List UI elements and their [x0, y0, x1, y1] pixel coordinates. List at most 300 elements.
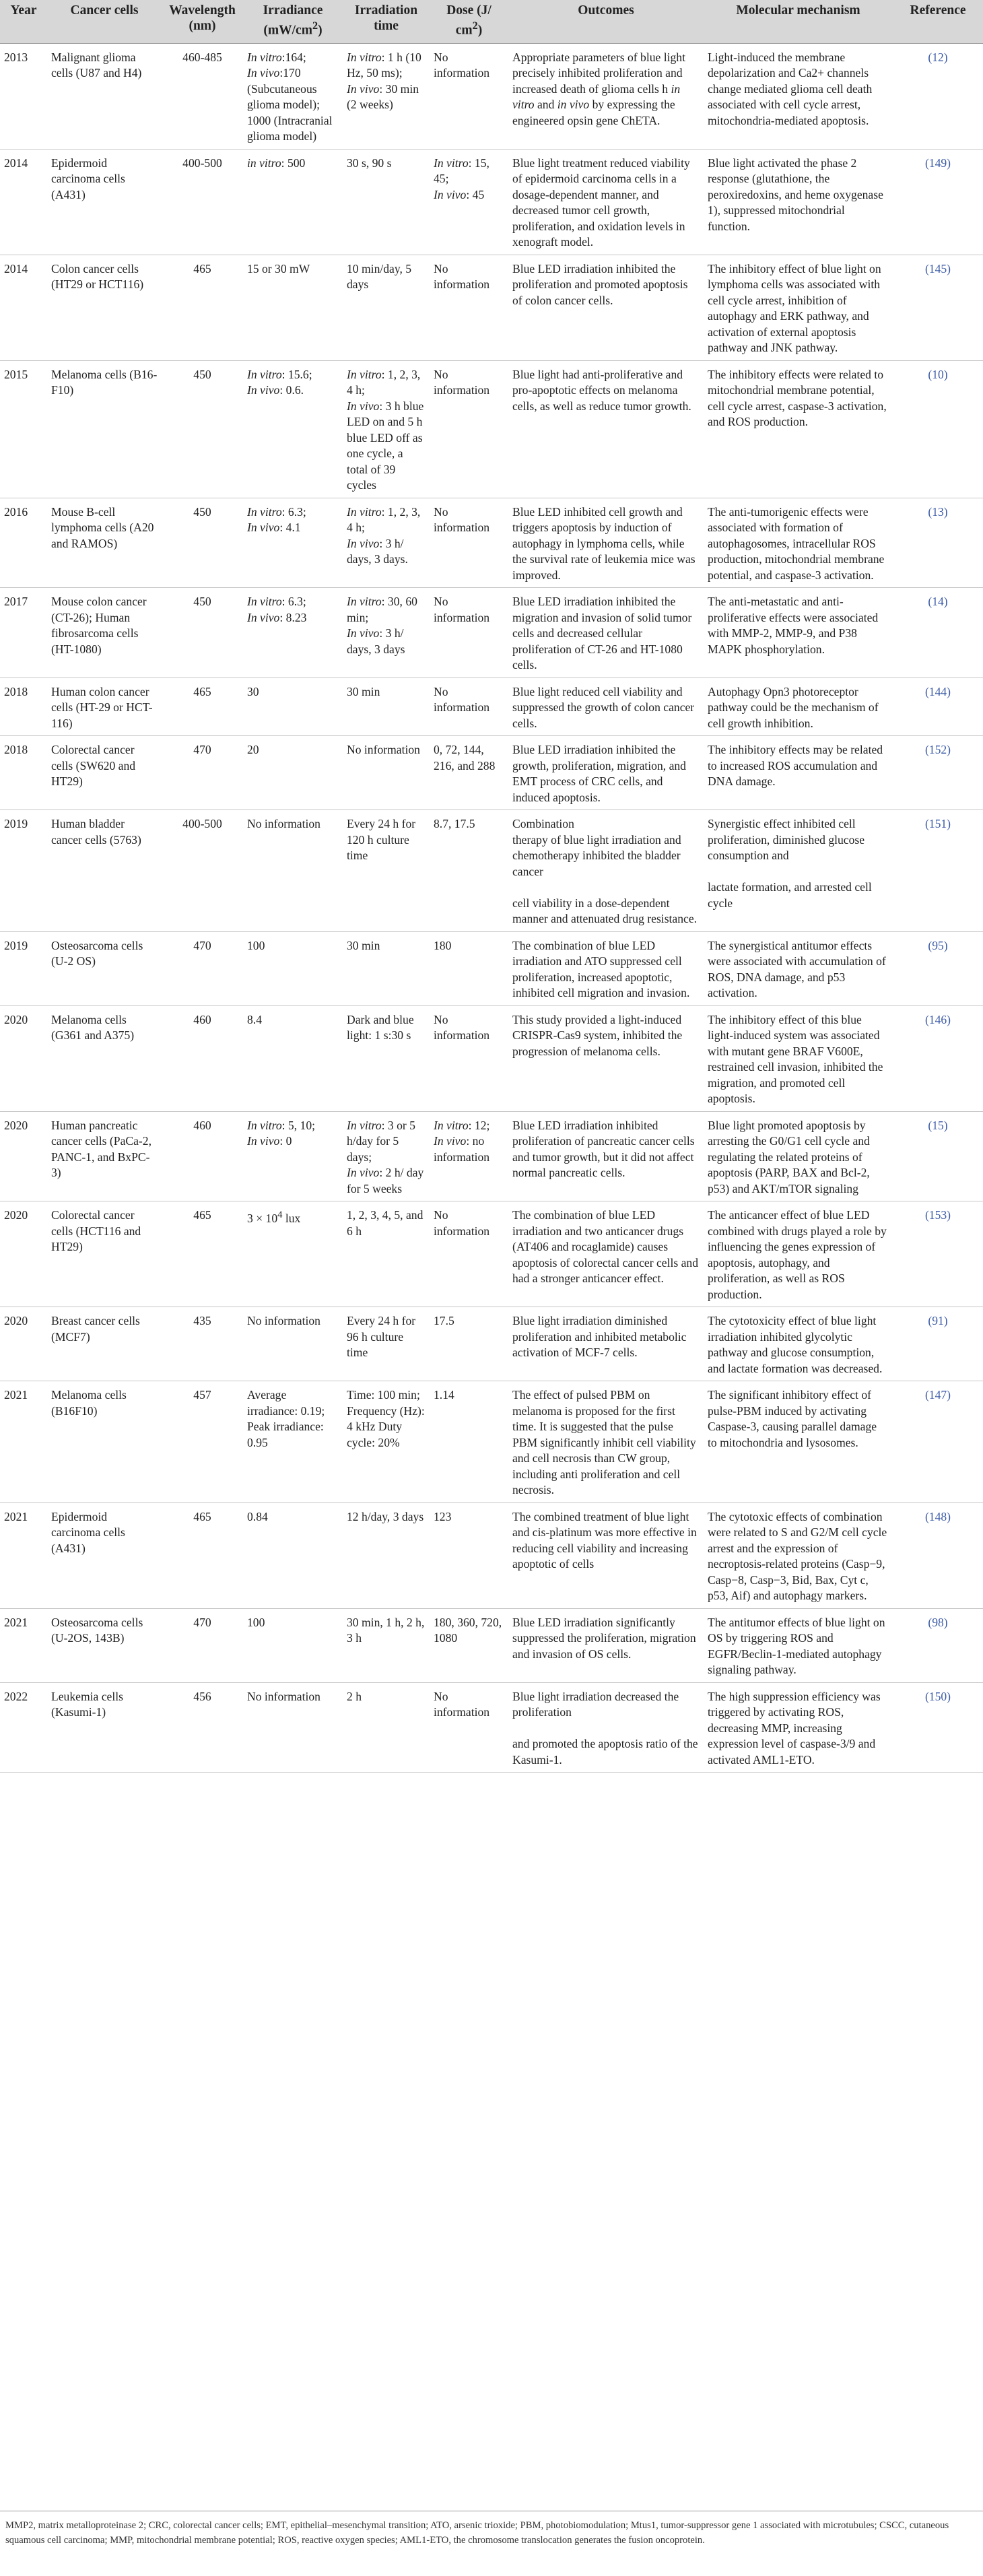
cell-irradiation-time-segment: No information — [347, 743, 420, 756]
cell-irradiation-time-segment: 30 min — [347, 684, 380, 698]
cell-wavelength: 470 — [162, 1608, 243, 1682]
cell-outcomes-segment: Blue LED irradiation inhibited the migration and invasion of solid tumor cells and decreased cellular proliferation of CT-26 and HT-1080 cells. — [512, 595, 692, 671]
cell-cancer-cells: Mouse colon cancer (CT-26); Human fibrosarcoma cells (HT-1080) — [47, 588, 162, 678]
irradiance-header-sup: 2 — [312, 20, 318, 32]
cell-irradiation-time-segment: In vivo — [347, 81, 380, 96]
cell-irradiation-time-segment: : 1 h (10 Hz, 50 ms); — [347, 50, 421, 79]
cell-outcomes-segment: Blue light irradiation diminished proliferation and inhibited metabolic activation of MCF-7 cells. — [512, 1314, 687, 1359]
cell-dose-segment: No information — [434, 1012, 490, 1042]
cell-irradiance — [243, 588, 343, 678]
cell-irradiation-time-segment: In vitro — [347, 50, 382, 64]
cell-irradiance-segment: In vivo — [247, 383, 280, 397]
cell-irradiation-time-segment: In vivo — [347, 399, 380, 413]
cell-irradiation-time-segment: Every 24 h for 120 h culture time — [347, 817, 416, 862]
cell-reference — [893, 678, 983, 736]
cell-wavelength: 400-500 — [162, 149, 243, 255]
cell-dose — [430, 43, 508, 149]
cell-irradiation-time — [343, 1005, 430, 1111]
cell-wavelength: 456 — [162, 1682, 243, 1773]
cell-irradiance-segment: In vivo — [247, 610, 280, 624]
dose-header-end: ) — [477, 23, 483, 38]
cell-dose — [430, 255, 508, 360]
cell-cancer-cells: Epidermoid carcinoma cells (A431) — [47, 149, 162, 255]
cell-dose-segment: No information — [434, 595, 490, 624]
cell-outcomes-segment: The combination of blue LED irradiation and ATO suppressed cell proliferation, increased apoptotic, inhibited cell migration and invasion. — [512, 938, 690, 999]
cell-dose-segment: In vitro — [434, 156, 469, 170]
table-row — [0, 149, 983, 255]
cell-outcomes-segment: Blue light irradiation decreased the proliferation and promoted the apoptosis ratio of the Kasumi-1. — [512, 1689, 698, 1766]
cell-outcomes-segment: Blue LED irradiation inhibited the proliferation and promoted apoptosis of colon cancer cells. — [512, 261, 688, 307]
cell-irradiation-time-segment: In vivo — [347, 536, 380, 550]
table-row — [0, 498, 983, 588]
cell-outcomes — [508, 1608, 704, 1682]
cell-outcomes-segment: Blue LED irradiation significantly suppressed the proliferation, migration and invasion of OS cells. — [512, 1615, 696, 1661]
cell-reference — [893, 810, 983, 932]
col-header-cancer-cells: Cancer cells — [47, 0, 162, 43]
cell-irradiance-segment: 100 — [247, 938, 265, 952]
cell-irradiation-time-segment: 12 h/day, 3 days — [347, 1509, 424, 1523]
cell-irradiation-time-segment: : 3 or 5 h/day for 5 days; — [347, 1118, 415, 1164]
cell-irradiance — [243, 678, 343, 736]
cell-irradiance-segment: lux — [282, 1211, 301, 1225]
cell-irradiance — [243, 498, 343, 588]
reference-link[interactable]: (13) — [928, 504, 948, 519]
cell-outcomes-segment: Blue LED irradiation inhibited the growth, proliferation, migration, and EMT process of CRC cells, and induced apoptosis. — [512, 743, 686, 804]
cell-irradiance-segment: 100 — [247, 1615, 265, 1629]
cell-year: 2021 — [0, 1381, 47, 1503]
cell-irradiation-time — [343, 498, 430, 588]
cell-irradiance-segment: : 0.6. — [279, 383, 304, 397]
col-header-year: Year — [0, 0, 47, 43]
cell-irradiance — [243, 931, 343, 1005]
cell-dose-segment: : 45 — [466, 187, 485, 201]
col-header-irradiation-time: Irradiation time — [343, 0, 430, 43]
cell-year: 2020 — [0, 1111, 47, 1201]
cell-reference — [893, 498, 983, 588]
cell-irradiation-time — [343, 736, 430, 810]
col-header-dose — [430, 0, 508, 43]
cell-year: 2018 — [0, 736, 47, 810]
cell-dose-segment: No information — [434, 1689, 490, 1719]
dose-header-text: Dose (J/ cm — [446, 3, 492, 38]
cell-dose-segment: 1.14 — [434, 1388, 454, 1401]
cell-molecular-mechanism: The significant inhibitory effect of pulse-PBM induced by activating Caspase-3, causing parallel damage to mitochondria and lysosomes. — [704, 1381, 893, 1503]
cell-irradiation-time — [343, 810, 430, 932]
cell-irradiation-time-segment: 30 min — [347, 938, 380, 952]
cell-irradiation-time-segment: 30 min, 1 h, 2 h, 3 h — [347, 1615, 425, 1645]
cell-year: 2021 — [0, 1502, 47, 1608]
cell-dose-segment: 0, 72, 144, 216, and 288 — [434, 743, 496, 772]
cell-irradiance-segment: 30 — [247, 684, 259, 698]
cell-reference — [893, 1682, 983, 1773]
reference-link[interactable]: (145) — [924, 261, 951, 275]
cell-irradiation-time-segment: : 3 h/ days, 3 days. — [347, 536, 408, 566]
reference-link[interactable]: (152) — [924, 743, 951, 756]
cell-outcomes — [508, 931, 704, 1005]
cell-outcomes — [508, 149, 704, 255]
cell-irradiance-segment: In vitro — [247, 50, 282, 64]
cell-irradiance-segment: in vitro — [247, 156, 281, 170]
cell-irradiance — [243, 149, 343, 255]
cell-dose-segment: 17.5 — [434, 1314, 454, 1327]
cell-irradiation-time — [343, 43, 430, 149]
cell-reference — [893, 1608, 983, 1682]
cell-irradiance-segment: In vitro — [247, 1118, 282, 1132]
cell-irradiation-time-segment: In vitro — [347, 1118, 382, 1132]
cell-cancer-cells: Colorectal cancer cells (HCT116 and HT29) — [47, 1201, 162, 1307]
cell-molecular-mechanism: The inhibitory effect of blue light on lymphoma cells was associated with cell cycle arrest, inhibition of autophagy and ERK pathway, and activation of external apoptosis pathway and JNK pathway. — [704, 255, 893, 360]
cell-outcomes-segment: Blue light reduced cell viability and suppressed the growth of colon cancer cells. — [512, 684, 695, 730]
cell-outcomes-segment: The combination of blue LED irradiation and two anticancer drugs (AT406 and rocaglamide) causes apoptosis of colorectal cancer cells and had a stronger anticancer effect. — [512, 1208, 699, 1285]
cell-dose — [430, 1201, 508, 1307]
cell-cancer-cells: Osteosarcoma cells (U-2 OS) — [47, 931, 162, 1005]
col-header-molecular-mechanism: Molecular mechanism — [704, 0, 893, 43]
reference-link[interactable]: (149) — [924, 156, 951, 170]
cell-dose — [430, 1307, 508, 1381]
cell-irradiance — [243, 1307, 343, 1381]
table-row — [0, 1502, 983, 1608]
cell-molecular-mechanism: Blue light activated the phase 2 response (glutathione, the peroxiredoxins, and heme oxygenase 1), suppressed mitochondrial function. — [704, 149, 893, 255]
cell-outcomes — [508, 1111, 704, 1201]
table-row — [0, 255, 983, 360]
cell-irradiance-segment: : 500 — [281, 156, 306, 170]
cell-cancer-cells: Mouse B-cell lymphoma cells (A20 and RAMOS) — [47, 498, 162, 588]
cell-irradiance-segment: 20 — [247, 743, 259, 756]
cell-dose — [430, 1502, 508, 1608]
reference-link[interactable]: (151) — [924, 817, 951, 830]
cell-outcomes-segment: Blue light had anti-proliferative and pro-apoptotic effects on melanoma cells, as well as reduce tumor growth. — [512, 367, 691, 413]
cell-outcomes — [508, 1682, 704, 1773]
cell-irradiation-time — [343, 1201, 430, 1307]
cell-molecular-mechanism: Autophagy Opn3 photoreceptor pathway could be the mechanism of cell growth inhibition. — [704, 678, 893, 736]
cell-wavelength: 457 — [162, 1381, 243, 1503]
cell-wavelength: 470 — [162, 931, 243, 1005]
cell-molecular-mechanism: Synergistic effect inhibited cell proliferation, diminished glucose consumption and lactate formation, and arrested cell cycle — [704, 810, 893, 932]
cell-wavelength: 450 — [162, 498, 243, 588]
cell-reference — [893, 43, 983, 149]
cell-reference — [893, 1381, 983, 1503]
cell-irradiation-time — [343, 678, 430, 736]
cell-irradiance-segment: 8.4 — [247, 1012, 262, 1026]
cell-wavelength: 465 — [162, 1201, 243, 1307]
table-header-row — [0, 0, 983, 43]
reference-link[interactable]: (146) — [924, 1012, 951, 1026]
cell-outcomes — [508, 360, 704, 498]
cell-irradiation-time — [343, 1111, 430, 1201]
cell-molecular-mechanism: The inhibitory effects may be related to increased ROS accumulation and DNA damage. — [704, 736, 893, 810]
cell-year: 2020 — [0, 1307, 47, 1381]
cell-molecular-mechanism: The antitumor effects of blue light on OS by triggering ROS and EGFR/Beclin-1-mediated autophagy signaling pathway. — [704, 1608, 893, 1682]
cell-irradiance-segment: : 0 — [279, 1134, 292, 1148]
cell-irradiance-segment: No information — [247, 1314, 320, 1327]
cell-wavelength: 465 — [162, 255, 243, 360]
cell-irradiation-time — [343, 255, 430, 360]
cell-dose — [430, 1381, 508, 1503]
cell-reference — [893, 255, 983, 360]
cell-irradiation-time-segment: In vivo — [347, 626, 380, 640]
table-row — [0, 1005, 983, 1111]
cell-irradiance — [243, 736, 343, 810]
cell-outcomes-segment: Blue LED irradiation inhibited proliferation of pancreatic cancer cells and tumor growth, but it did not affect normal pancreatic cells. — [512, 1118, 695, 1179]
cell-dose-segment: No information — [434, 367, 490, 397]
reference-link[interactable]: (10) — [928, 367, 948, 381]
cell-wavelength: 435 — [162, 1307, 243, 1381]
cell-dose-segment: 180, 360, 720, 1080 — [434, 1615, 502, 1645]
cell-outcomes-segment: Blue light treatment reduced viability of epidermoid carcinoma cells in a dosage-dependent manner, and decreased tumor cell growth, proliferation, and oxidation levels in xenograft model. — [512, 156, 690, 249]
cell-molecular-mechanism: Light-induced the membrane depolarization and Ca2+ channels change mediated glioma cell death associated with cell cycle arrest, mitochondria-mediated apoptosis. — [704, 43, 893, 149]
cell-wavelength: 460 — [162, 1111, 243, 1201]
reference-link[interactable]: (98) — [928, 1615, 948, 1629]
table-row — [0, 1307, 983, 1381]
cell-wavelength: 400-500 — [162, 810, 243, 932]
cell-irradiance — [243, 1502, 343, 1608]
cell-reference — [893, 360, 983, 498]
cell-outcomes-segment: by expressing the engineered opsin gene ChETA. — [512, 98, 675, 127]
cell-outcomes — [508, 43, 704, 149]
table-row — [0, 810, 983, 932]
cell-year: 2013 — [0, 43, 47, 149]
cell-wavelength: 465 — [162, 1502, 243, 1608]
cell-outcomes — [508, 1381, 704, 1503]
cell-irradiation-time — [343, 149, 430, 255]
cell-cancer-cells: Leukemia cells (Kasumi-1) — [47, 1682, 162, 1773]
cell-dose-segment: In vivo — [434, 187, 467, 201]
reference-link[interactable]: (144) — [924, 684, 951, 698]
cell-wavelength: 465 — [162, 678, 243, 736]
cell-cancer-cells: Melanoma cells (B16F10) — [47, 1381, 162, 1503]
cell-molecular-mechanism: The anti-metastatic and anti-proliferative effects were associated with MMP-2, MMP-9, and P38 MAPK phosphorylation. — [704, 588, 893, 678]
cell-outcomes-segment: This study provided a light-induced CRISPR-Cas9 system, inhibited the progression of melanoma cells. — [512, 1012, 683, 1058]
table-row — [0, 1201, 983, 1307]
cell-dose-segment: : 15, 45; — [434, 156, 489, 185]
cell-cancer-cells: Osteosarcoma cells (U-2OS, 143B) — [47, 1608, 162, 1682]
table-row — [0, 678, 983, 736]
col-header-wavelength: Wavelength (nm) — [162, 0, 243, 43]
cell-cancer-cells: Human pancreatic cancer cells (PaCa-2, PANC-1, and BxPC-3) — [47, 1111, 162, 1201]
cell-irradiance-segment: In vivo — [247, 1134, 280, 1148]
cell-reference — [893, 1307, 983, 1381]
table-row — [0, 43, 983, 149]
cell-dose — [430, 588, 508, 678]
cell-irradiation-time-segment: : 1, 2, 3, 4 h; — [347, 504, 421, 534]
cell-irradiance-segment: 15 or 30 mW — [247, 261, 310, 275]
cell-molecular-mechanism: The inhibitory effects were related to mitochondrial membrane potential, cell cycle arrest, caspase-3 activation, and ROS production. — [704, 360, 893, 498]
cell-cancer-cells: Epidermoid carcinoma cells (A431) — [47, 1502, 162, 1608]
cell-molecular-mechanism: The inhibitory effect of this blue light-induced system was associated with mutant gene BRAF V600E, restrained cell invasion, inhibited the migration, and promoted cell apoptosis. — [704, 1005, 893, 1111]
cell-outcomes — [508, 255, 704, 360]
col-header-outcomes: Outcomes — [508, 0, 704, 43]
cell-wavelength: 470 — [162, 736, 243, 810]
cell-irradiance — [243, 1111, 343, 1201]
cell-irradiance — [243, 1381, 343, 1503]
cell-irradiation-time-segment: Every 24 h for 96 h culture time — [347, 1314, 416, 1359]
cell-irradiation-time-segment: : 1, 2, 3, 4 h; — [347, 367, 421, 397]
cell-outcomes-segment: in vitro — [512, 81, 681, 111]
cell-cancer-cells: Human colon cancer cells (HT-29 or HCT-116) — [47, 678, 162, 736]
cell-irradiation-time-segment: Time: 100 min; Frequency (Hz): 4 kHz Duty cycle: 20% — [347, 1388, 425, 1449]
table-row — [0, 1682, 983, 1773]
cell-dose — [430, 1682, 508, 1773]
reference-link[interactable]: (148) — [924, 1509, 951, 1523]
cell-cancer-cells: Colon cancer cells (HT29 or HCT116) — [47, 255, 162, 360]
cell-irradiance-segment: : 5, 10; — [281, 1118, 316, 1132]
cell-irradiance-segment: :170 (Subcutaneous glioma model); 1000 (Intracranial glioma model) — [247, 66, 333, 143]
cell-dose — [430, 1608, 508, 1682]
cell-outcomes — [508, 1307, 704, 1381]
cell-year: 2018 — [0, 678, 47, 736]
cell-irradiation-time-segment: Dark and blue light: 1 s:30 s — [347, 1012, 414, 1042]
irradiance-header-text: Irradiance (mW/cm — [263, 3, 323, 38]
cell-dose — [430, 360, 508, 498]
cell-irradiation-time-segment: 2 h — [347, 1689, 362, 1703]
cell-irradiance — [243, 1005, 343, 1111]
cell-reference — [893, 1201, 983, 1307]
cell-outcomes — [508, 588, 704, 678]
cell-outcomes — [508, 1201, 704, 1307]
cell-outcomes — [508, 678, 704, 736]
cell-irradiance — [243, 1608, 343, 1682]
reference-link[interactable]: (95) — [928, 938, 948, 952]
table-row — [0, 588, 983, 678]
cell-irradiance-segment: 4 — [277, 1210, 283, 1220]
cell-molecular-mechanism: The anticancer effect of blue LED combined with drugs played a role by influencing the genes expression of apoptosis, autophagy, and proliferation, as well as ROS production. — [704, 1201, 893, 1307]
cell-irradiation-time-segment: 10 min/day, 5 days — [347, 261, 412, 291]
cell-irradiance — [243, 43, 343, 149]
cell-reference — [893, 931, 983, 1005]
cell-irradiance-segment: :164; — [281, 50, 306, 64]
cell-dose — [430, 678, 508, 736]
cell-year: 2022 — [0, 1682, 47, 1773]
cell-irradiation-time-segment: : 30 min (2 weeks) — [347, 81, 419, 111]
cell-dose-segment: : 12; — [468, 1118, 490, 1132]
cell-irradiance-segment: 3 × 10 — [247, 1211, 278, 1225]
cell-irradiation-time — [343, 1682, 430, 1773]
cell-wavelength: 460 — [162, 1005, 243, 1111]
cell-irradiance-segment: In vivo — [247, 66, 280, 79]
cell-irradiation-time-segment: 30 s, 90 s — [347, 156, 392, 170]
cell-irradiation-time — [343, 588, 430, 678]
cell-dose — [430, 810, 508, 932]
cell-outcomes-segment: Combination therapy of blue light irradiation and chemotherapy inhibited the bladder cancer cell viability in a dose-dependent manner and attenuated drug resistance. — [512, 817, 698, 925]
cell-irradiation-time-segment: : 30, 60 min; — [347, 595, 417, 624]
cell-outcomes — [508, 1502, 704, 1608]
cell-irradiance-segment: No information — [247, 1689, 320, 1703]
cell-wavelength: 450 — [162, 588, 243, 678]
cell-cancer-cells: Melanoma cells (G361 and A375) — [47, 1005, 162, 1111]
table-footnote: MMP2, matrix metalloproteinase 2; CRC, colorectal cancer cells; EMT, epithelial–mesenchymal transition; ATO, arsenic trioxide; PBM, photobiomodulation; Mtus1, tumor-suppressor gene 1 associated with microtubules; CSCC, cutaneous squamous cell carcinoma; MMP, mitochondrial membrane potential; ROS, reactive oxygen species; AML1-ETO, the chromosome translocation generates the fusion oncoprotein. — [0, 2511, 983, 2548]
cell-year: 2019 — [0, 931, 47, 1005]
cell-irradiation-time-segment: : 2 h/ day for 5 weeks — [347, 1166, 424, 1195]
cell-year: 2015 — [0, 360, 47, 498]
cell-molecular-mechanism: The cytotoxicity effect of blue light irradiation inhibited glycolytic pathway and glucose consumption, and lactate formation was decreased. — [704, 1307, 893, 1381]
cell-year: 2017 — [0, 588, 47, 678]
cell-year: 2020 — [0, 1005, 47, 1111]
cell-irradiance-segment: In vitro — [247, 367, 282, 381]
cell-irradiance-segment: : 6.3; — [281, 504, 306, 519]
reference-link[interactable]: (14) — [928, 595, 948, 608]
table-row — [0, 736, 983, 810]
cell-outcomes-segment: and — [534, 98, 557, 111]
cell-dose-segment: : no information — [434, 1134, 490, 1164]
cell-outcomes-segment: in vivo — [557, 98, 590, 111]
reference-link[interactable]: (12) — [928, 50, 948, 64]
cell-irradiation-time-segment: : 3 h blue LED on and 5 h blue LED off as one cycle, a total of 39 cycles — [347, 399, 424, 492]
cell-reference — [893, 1111, 983, 1201]
cell-molecular-mechanism: The anti-tumorigenic effects were associated with formation of autophagosomes, intracellular ROS production, mitochondrial membrane potential, and caspase-3 activation. — [704, 498, 893, 588]
cell-irradiance-segment: Average irradiance: 0.19; Peak irradiance: 0.95 — [247, 1388, 325, 1449]
dose-header-sup: 2 — [472, 20, 478, 32]
cell-irradiation-time — [343, 360, 430, 498]
cell-dose-segment: 123 — [434, 1509, 452, 1523]
cell-dose — [430, 498, 508, 588]
cell-irradiance-segment: : 8.23 — [279, 610, 307, 624]
cell-dose-segment: In vitro — [434, 1118, 469, 1132]
cell-irradiance — [243, 810, 343, 932]
cell-irradiance-segment: 0.84 — [247, 1509, 268, 1523]
cell-irradiance — [243, 255, 343, 360]
cell-irradiation-time — [343, 1307, 430, 1381]
table-body — [0, 43, 983, 1773]
cell-irradiance — [243, 360, 343, 498]
cell-irradiation-time-segment: In vivo — [347, 1166, 380, 1179]
reference-link[interactable]: (150) — [924, 1689, 951, 1703]
reference-link[interactable]: (153) — [924, 1208, 951, 1222]
cell-cancer-cells: Colorectal cancer cells (SW620 and HT29) — [47, 736, 162, 810]
cell-reference — [893, 149, 983, 255]
cell-dose-segment: No information — [434, 504, 490, 534]
reference-link[interactable]: (91) — [928, 1314, 948, 1327]
table-row — [0, 1111, 983, 1201]
reference-link[interactable]: (15) — [928, 1118, 948, 1132]
cell-irradiance — [243, 1201, 343, 1307]
cell-cancer-cells: Human bladder cancer cells (5763) — [47, 810, 162, 932]
table-row — [0, 360, 983, 498]
cell-cancer-cells: Breast cancer cells (MCF7) — [47, 1307, 162, 1381]
cell-irradiation-time-segment: 1, 2, 3, 4, 5, and 6 h — [347, 1208, 423, 1238]
cell-dose-segment: No information — [434, 50, 490, 79]
cell-dose — [430, 1111, 508, 1201]
cell-irradiance — [243, 1682, 343, 1773]
cell-irradiance-segment: : 4.1 — [279, 521, 301, 534]
cell-molecular-mechanism: The synergistical antitumor effects were associated with accumulation of ROS, DNA damage, and p53 activation. — [704, 931, 893, 1005]
cell-irradiation-time — [343, 931, 430, 1005]
cell-cancer-cells: Malignant glioma cells (U87 and H4) — [47, 43, 162, 149]
cell-irradiance-segment: : 15.6; — [281, 367, 312, 381]
irradiance-header-end: ) — [318, 23, 323, 38]
col-header-irradiance — [243, 0, 343, 43]
cell-year: 2019 — [0, 810, 47, 932]
cell-dose — [430, 1005, 508, 1111]
cell-wavelength: 460-485 — [162, 43, 243, 149]
cell-reference — [893, 588, 983, 678]
cell-outcomes-segment: The combined treatment of blue light and cis-platinum was more effective in reducing cell viability and increasing apoptotic of cells — [512, 1509, 697, 1571]
reference-link[interactable]: (147) — [924, 1388, 951, 1401]
cell-outcomes — [508, 736, 704, 810]
cell-dose — [430, 149, 508, 255]
cell-year: 2014 — [0, 149, 47, 255]
table-row — [0, 1608, 983, 1682]
cell-irradiation-time-segment: : 3 h/ days, 3 days — [347, 626, 405, 656]
cell-outcomes-segment: The effect of pulsed PBM on melanoma is proposed for the first time. It is suggested that the pulse PBM significantly inhibit cell viability and cell necrosis than CW group, including anti proliferation and cell necrosis. — [512, 1388, 696, 1496]
cell-molecular-mechanism: The high suppression efficiency was triggered by activating ROS, decreasing MMP, increasing expression level of caspase-3/9 and activated AML1-ETO. — [704, 1682, 893, 1773]
cell-outcomes — [508, 810, 704, 932]
cell-irradiance-segment: : 6.3; — [281, 595, 306, 608]
cell-dose-segment: No information — [434, 261, 490, 291]
cell-irradiation-time — [343, 1502, 430, 1608]
cell-outcomes-segment: Appropriate parameters of blue light precisely inhibited proliferation and increased death of glioma cells h — [512, 50, 685, 96]
table-row — [0, 931, 983, 1005]
cell-year: 2016 — [0, 498, 47, 588]
